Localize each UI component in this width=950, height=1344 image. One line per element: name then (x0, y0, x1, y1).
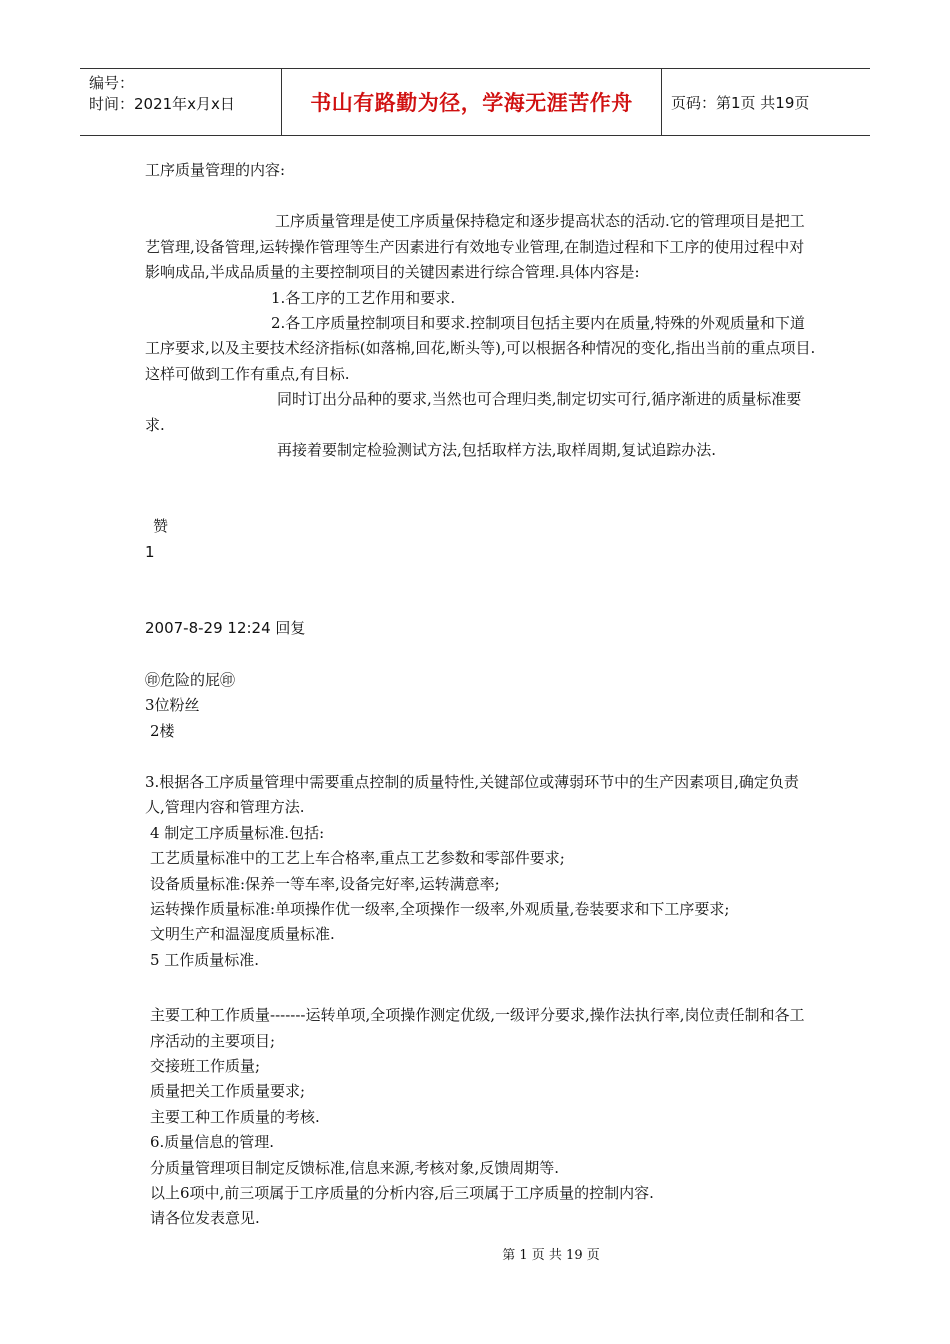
item-6-a: 分质量管理项目制定反馈标准,信息来源,考核对象,反馈周期等. (150, 1158, 560, 1177)
item-2: 2.各工序质量控制项目和要求.控制项目包括主要内在质量,特殊的外观质量和下道工序要求,以及主要技术经济指标(如落棉,回花,断头等),可以根据各种情况的变化,指出当前的重点项目.这样可做到工作有重点,有目标. (145, 314, 816, 383)
item-4-a: 工艺质量标准中的工艺上车合格率,重点工艺参数和零部件要求; (150, 849, 565, 868)
item-4-b: 设备质量标准:保养一等车率,设备完好率,运转满意率; (150, 874, 500, 893)
item-2-test: 再接着要制定检验测试方法,包括取样方法,取样周期,复试追踪办法. (277, 441, 717, 460)
summary: 以上6项中,前三项属于工序质量的分析内容,后三项属于工序质量的控制内容. (150, 1184, 654, 1202)
header-meta (80, 69, 282, 135)
header-motto: 书山有路勤为径，学海无涯苦作舟 (282, 69, 662, 135)
user-name[interactable]: ㊞危险的屁㊞ (145, 670, 236, 689)
item-5-c: 质量把关工作质量要求; (150, 1082, 306, 1101)
fans-count: 3位粉丝 (145, 696, 200, 715)
item-4-c: 运转操作质量标准:单项操作优一级率,全项操作一级率,外观质量,卷装要求和下工序要求; (150, 899, 730, 918)
reply-time: 2007-8-29 12:24 (145, 619, 271, 638)
page-footer: 第 1 页 共 19 页 (502, 1248, 600, 1263)
like-label[interactable]: 赞 (153, 517, 169, 536)
item-2-more: 同时订出分品种的要求,当然也可合理归类,制定切实可行,循序渐进的质量标准要求. (145, 390, 802, 434)
reply-link[interactable]: 回复 (275, 619, 306, 638)
item-3: 3.根据各工序质量管理中需要重点控制的质量特性,关键部位或薄弱环节中的生产因素项目,确定负责人,管理内容和管理方法. (145, 772, 799, 817)
request: 请各位发表意见. (150, 1209, 260, 1228)
item-4: 4 制定工序质量标准.包括: (150, 823, 325, 842)
item-5-b: 交接班工作质量; (150, 1056, 261, 1075)
item-4-d: 文明生产和温湿度质量标准. (150, 925, 335, 944)
section-title: 工序质量管理的内容: (145, 161, 286, 179)
floor-number: 2楼 (150, 721, 175, 740)
intro-paragraph: 工序质量管理是使工序质量保持稳定和逐步提高状态的活动.它的管理项目是把工艺管理,设备管理,运转操作管理等生产因素进行有效地专业管理,在制造过程和下工序的使用过程中对影响成品,半成品质量的主要控制项目的关键因素进行综合管理.具体内容是: (145, 212, 805, 282)
date-label: 时间：2021年x月x日 (89, 95, 235, 113)
item-5: 5 工作质量标准. (150, 950, 260, 969)
item-1: 1.各工序的工艺作用和要求. (271, 288, 456, 307)
item-6: 6.质量信息的管理. (150, 1133, 275, 1152)
like-count: 1 (145, 542, 155, 561)
page-header (80, 68, 870, 136)
item-5-a: 主要工种工作质量-------运转单项,全项操作测定优级,一级评分要求,操作法执行率,岗位责任制和各工序活动的主要项目; (150, 1006, 805, 1050)
document-body (145, 158, 817, 1232)
reply-line (145, 616, 817, 641)
number-label: 编号： (89, 74, 135, 92)
item-5-d: 主要工种工作质量的考核. (150, 1107, 320, 1126)
header-page-info: 页码：第1页 共19页 (671, 93, 810, 112)
